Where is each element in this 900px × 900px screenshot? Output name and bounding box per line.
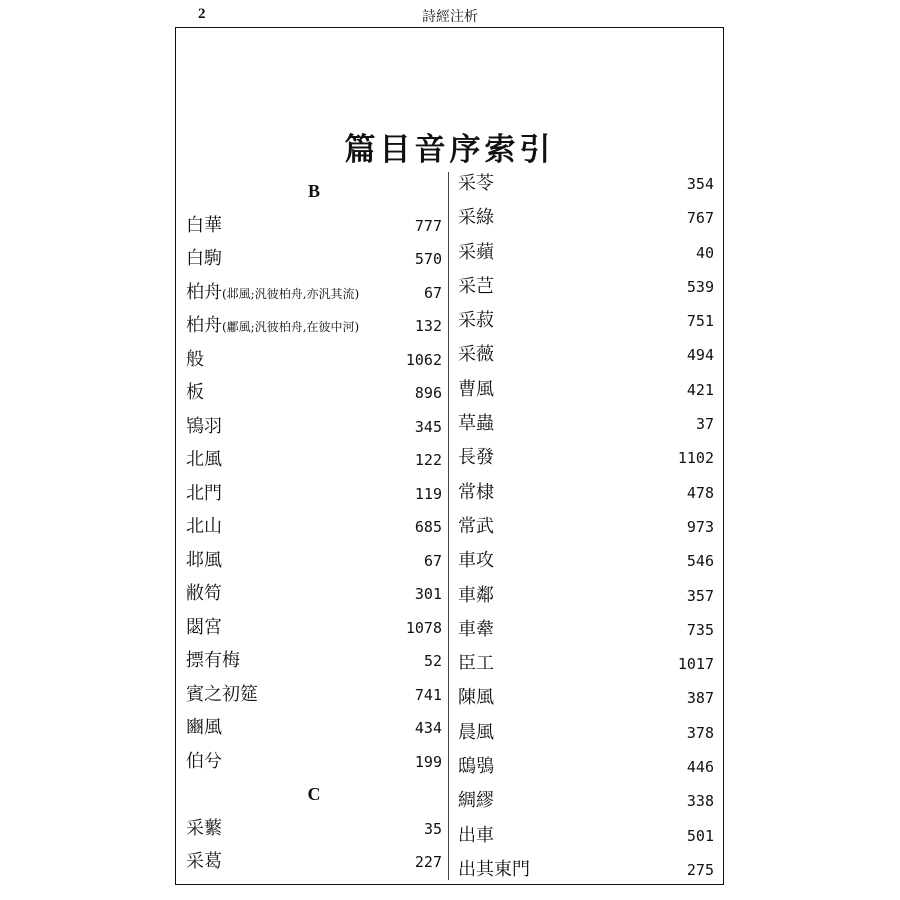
entry-page-number: 345 <box>414 417 442 436</box>
entry-title <box>458 716 494 750</box>
entry-page-number: 896 <box>414 384 442 402</box>
index-entry <box>186 242 442 276</box>
entry-page-number: 354 <box>686 175 714 193</box>
index-entry <box>186 477 442 511</box>
entry-page-number: 421 <box>686 380 714 399</box>
index-entry <box>458 167 714 201</box>
entry-title-text: 白駒 <box>186 248 222 269</box>
entry-page-number: 387 <box>686 689 714 708</box>
entry-page-number: 1102 <box>677 449 714 468</box>
entry-title-text: 出車 <box>458 824 494 846</box>
index-entry <box>186 443 442 477</box>
entry-title-text: 長發 <box>458 447 494 469</box>
entry-page-number: 67 <box>423 283 442 302</box>
entry-title <box>458 784 494 818</box>
index-entry <box>458 853 714 887</box>
entry-title <box>458 819 494 853</box>
index-entry <box>186 544 442 578</box>
entry-title <box>186 477 222 511</box>
entry-title <box>186 644 240 678</box>
entry-title-text: 敝笱 <box>186 583 222 604</box>
index-entry <box>186 410 442 444</box>
entry-title-text: 出其東門 <box>458 858 530 880</box>
entry-page-number: 122 <box>414 451 442 469</box>
entry-page-number: 777 <box>414 216 442 235</box>
entry-title <box>458 338 494 372</box>
entry-title <box>458 236 494 270</box>
entry-title-text: 板 <box>186 382 204 403</box>
page-title: 篇目音序索引 <box>344 132 555 168</box>
entry-page-number: 227 <box>414 853 442 871</box>
entry-page-number: 37 <box>695 415 714 434</box>
entry-page-number: 378 <box>686 723 714 742</box>
entry-title-text: 柏舟 <box>186 281 222 303</box>
page-header <box>0 6 900 26</box>
entry-title-text: 摽有梅 <box>186 650 240 671</box>
entry-page-number: 570 <box>414 250 442 268</box>
entry-title <box>186 343 204 377</box>
entry-title <box>458 167 494 201</box>
entry-title <box>458 647 494 681</box>
entry-title <box>458 441 494 475</box>
entry-title <box>186 510 222 544</box>
entry-page-number: 685 <box>414 518 442 536</box>
entry-page-number: 446 <box>686 758 714 777</box>
entry-page-number: 40 <box>695 243 714 262</box>
entry-title-text: 臣工 <box>458 653 494 675</box>
index-entry <box>186 209 442 243</box>
entry-title <box>458 304 494 338</box>
entry-title <box>186 242 222 276</box>
entry-page-number: 767 <box>686 209 714 228</box>
entry-title-text: 豳風 <box>186 717 222 738</box>
entry-title-text: 北山 <box>186 516 222 537</box>
entry-page-number: 119 <box>414 484 442 503</box>
section-letter: C <box>307 784 321 804</box>
entry-title-text: 車攻 <box>458 550 494 572</box>
entry-title <box>458 510 494 544</box>
index-entry <box>186 577 442 611</box>
entry-title <box>186 745 222 779</box>
entry-title-text: 常棣 <box>458 481 494 503</box>
index-frame <box>175 27 724 885</box>
entry-title <box>458 853 530 887</box>
running-title: 詩經注析 <box>422 9 478 25</box>
entry-title <box>458 613 494 647</box>
index-entry <box>458 819 714 853</box>
entry-page-number: 52 <box>423 652 442 670</box>
entry-title-text: 采菽 <box>458 310 494 332</box>
entry-title-text: 鴇羽 <box>186 415 222 437</box>
entry-page-number: 546 <box>686 552 714 571</box>
index-entry <box>186 812 442 846</box>
entry-page-number: 1062 <box>405 350 442 369</box>
entry-title-text: 伯兮 <box>186 750 222 772</box>
index-entry <box>186 376 442 410</box>
entry-title <box>458 270 494 304</box>
entry-page-number: 434 <box>414 719 442 737</box>
entry-title <box>186 410 222 444</box>
entry-page-number: 751 <box>686 312 714 331</box>
index-entry <box>458 510 714 544</box>
entry-note: (邶風;汎彼柏舟,亦汎其流) <box>222 286 360 301</box>
section-letter: B <box>307 181 320 201</box>
entry-page-number: 275 <box>686 860 714 879</box>
entry-title-text: 采葛 <box>186 851 222 872</box>
entry-page-number: 132 <box>414 317 442 335</box>
entry-title-text: 晨風 <box>458 721 494 743</box>
entry-title-text: 般 <box>186 348 204 370</box>
index-entry <box>458 476 714 510</box>
entry-title <box>458 373 494 407</box>
entry-title <box>458 579 494 613</box>
entry-page-number: 301 <box>414 585 442 603</box>
index-entry <box>458 613 714 647</box>
entry-title-text: 閟宮 <box>186 616 222 638</box>
entry-title-text: 采綠 <box>458 207 494 229</box>
index-entry <box>458 201 714 235</box>
index-entry <box>458 270 714 304</box>
entry-title <box>186 845 222 879</box>
index-entry <box>186 845 442 879</box>
index-entry <box>186 745 442 779</box>
entry-title-text: 綢繆 <box>458 790 494 812</box>
entry-title-text: 邶風 <box>186 549 222 571</box>
entry-title-text: 草蟲 <box>458 413 494 435</box>
entry-title-text: 車鄰 <box>458 584 494 606</box>
index-entry <box>186 611 442 645</box>
entry-page-number: 735 <box>686 620 714 639</box>
page-number: 2 <box>198 6 206 22</box>
index-entry <box>458 784 714 818</box>
index-entry <box>458 236 714 270</box>
index-entry <box>458 407 714 441</box>
entry-title-text: 柏舟 <box>186 315 222 336</box>
entry-page-number: 199 <box>414 752 442 771</box>
entry-title <box>458 476 494 510</box>
entry-page-number: 478 <box>686 483 714 502</box>
entry-title <box>186 577 222 611</box>
entry-title <box>186 309 359 345</box>
entry-title <box>186 678 258 712</box>
entry-page-number: 35 <box>423 819 442 838</box>
entry-title-text: 采薇 <box>458 344 494 366</box>
entry-title-text: 曹風 <box>458 378 494 400</box>
entry-title <box>186 812 222 846</box>
entry-title <box>458 544 494 578</box>
entry-title-text: 鴟鴞 <box>458 756 494 778</box>
right-column <box>458 167 714 887</box>
entry-title-text: 采蘋 <box>458 241 494 263</box>
entry-title-text: 北門 <box>186 482 222 504</box>
column-divider <box>448 172 449 880</box>
index-entry <box>458 373 714 407</box>
entry-title <box>186 711 222 745</box>
entry-title <box>186 376 204 410</box>
entry-title-text: 采苓 <box>458 173 494 194</box>
entry-title <box>458 750 494 784</box>
entry-page-number: 501 <box>686 826 714 845</box>
index-entry <box>186 678 442 712</box>
entry-page-number: 1017 <box>677 655 714 674</box>
index-entry <box>186 343 442 377</box>
entry-page-number: 1078 <box>405 618 442 637</box>
index-entry <box>458 544 714 578</box>
index-entry <box>186 276 442 310</box>
index-entry <box>458 338 714 372</box>
entry-title <box>186 276 359 312</box>
entry-title-text: 北風 <box>186 449 222 470</box>
entry-title-text: 賓之初筵 <box>186 683 258 705</box>
entry-page-number: 539 <box>686 277 714 296</box>
entry-page-number: 741 <box>414 685 442 704</box>
index-entry <box>458 681 714 715</box>
index-entry <box>186 711 442 745</box>
index-entry <box>458 304 714 338</box>
entry-title <box>458 407 494 441</box>
entry-title <box>186 443 222 477</box>
entry-title-text: 陳風 <box>458 687 494 709</box>
index-entry <box>458 579 714 613</box>
entry-title-text: 常武 <box>458 515 494 537</box>
entry-title-text: 車舝 <box>458 618 494 640</box>
entry-page-number: 338 <box>686 792 714 811</box>
index-entry <box>458 441 714 475</box>
entry-title <box>186 544 222 578</box>
index-entry <box>458 716 714 750</box>
entry-title <box>458 681 494 715</box>
entry-title <box>186 209 222 243</box>
index-entry <box>458 750 714 784</box>
index-entry <box>186 309 442 343</box>
entry-page-number: 494 <box>686 346 714 365</box>
left-column <box>186 175 442 879</box>
entry-title-text: 采芑 <box>458 275 494 297</box>
index-entry <box>186 644 442 678</box>
entry-page-number: 357 <box>686 586 714 605</box>
entry-title <box>186 611 222 645</box>
entry-page-number: 67 <box>423 551 442 570</box>
entry-title-text: 采蘩 <box>186 817 222 839</box>
entry-title <box>458 201 494 235</box>
entry-note: (鄘風;汎彼柏舟,在彼中河) <box>222 320 360 334</box>
entry-title-text: 白華 <box>186 214 222 236</box>
index-entry <box>186 510 442 544</box>
index-entry <box>458 647 714 681</box>
entry-page-number: 973 <box>686 517 714 536</box>
